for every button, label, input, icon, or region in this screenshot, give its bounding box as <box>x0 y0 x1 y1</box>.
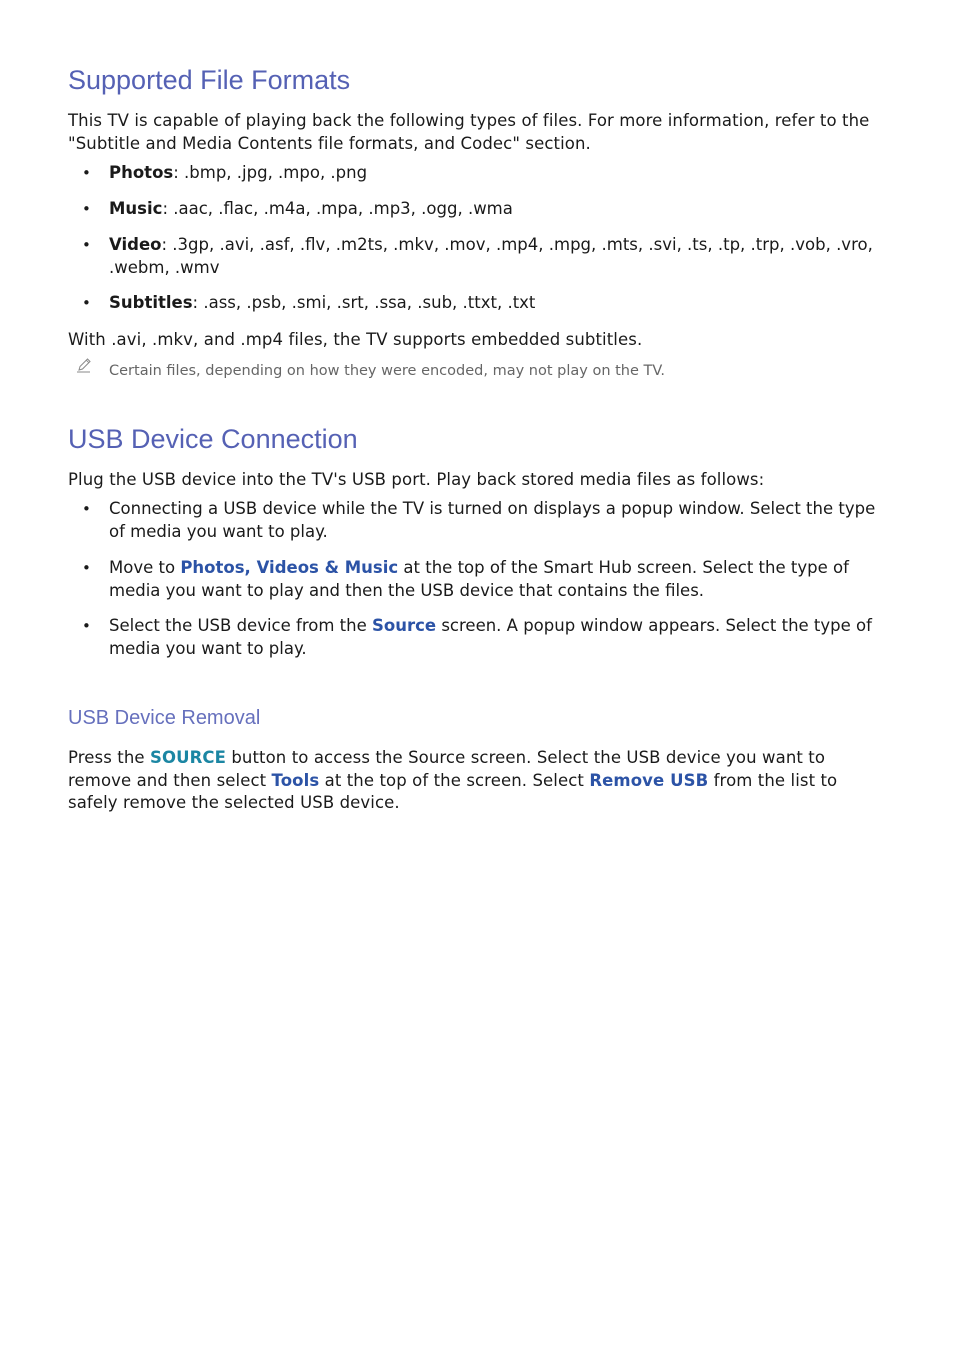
formats-video-value: : .3gp, .avi, .asf, .flv, .m2ts, .mkv, .mov, .mp4, .mpg, .mts, .svi, .ts, .tp, .trp, .vob, .vro, .webm, .wmv <box>109 235 873 277</box>
tools-menu-link[interactable]: Tools <box>271 770 320 790</box>
source-button-link[interactable]: SOURCE <box>150 748 226 767</box>
bullet: • <box>82 200 91 218</box>
removal-text-2: button to access the Source screen. Select the USB device you want to remove and then select <box>68 748 826 790</box>
bullet: • <box>82 294 91 312</box>
formats-photos-value: : .bmp, .jpg, .mpo, .png <box>173 163 368 182</box>
formats-music-value: : .aac, .flac, .m4a, .mpa, .mp3, .ogg, .wma <box>162 199 513 218</box>
list-item-usb-smart-hub <box>68 557 878 602</box>
source-menu-link[interactable]: Source <box>372 616 437 635</box>
formats-intro-paragraph: This TV is capable of playing back the following types of files. For more information, refer to the "Subtitle and Media Contents file formats, and Codec" section. <box>68 111 870 153</box>
heading-usb-device-connection: USB Device Connection <box>68 424 358 454</box>
remove-usb-menu-link[interactable]: Remove USB <box>589 770 709 790</box>
heading-usb-device-removal: USB Device Removal <box>68 707 261 729</box>
usb-step-2-post: at the top of the Smart Hub screen. Select the type of media you want to play and then the USB device that contains the files. <box>109 558 849 600</box>
bullet: • <box>82 617 91 635</box>
usb-step-1-text: Connecting a USB device while the TV is turned on displays a popup window. Select the type of media you want to play. <box>109 499 876 541</box>
note-text: Certain files, depending on how they were encoded, may not play on the TV. <box>109 363 666 379</box>
formats-subtitles-value: : .ass, .psb, .smi, .srt, .ssa, .sub, .ttxt, .txt <box>192 293 536 312</box>
removal-text-1: Press the <box>68 748 150 767</box>
label-subtitles: Subtitles <box>109 293 193 312</box>
heading-supported-file-formats: Supported File Formats <box>68 65 351 95</box>
note <box>68 361 878 381</box>
removal-text-3: at the top of the screen. Select <box>319 770 590 790</box>
bullet: • <box>82 164 91 182</box>
list-item-video <box>68 234 878 279</box>
removal-paragraph <box>68 747 878 815</box>
separator: , <box>244 558 257 577</box>
list-item-music <box>68 198 878 221</box>
bullet: • <box>82 559 91 577</box>
photos-menu-link[interactable]: Photos <box>180 558 245 577</box>
usb-step-2-pre: Move to <box>109 558 181 577</box>
removal-text-4: from the list to safely remove the selected USB device. <box>68 770 838 812</box>
list-item-usb-source <box>68 615 878 660</box>
label-video: Video <box>109 235 162 254</box>
bullet: • <box>82 236 91 254</box>
usb-intro-paragraph: Plug the USB device into the TV's USB port. Play back stored media files as follows: <box>68 470 765 489</box>
usb-step-3-pre: Select the USB device from the <box>109 616 372 635</box>
list-item-photos <box>68 162 878 185</box>
list-item-subtitles <box>68 292 878 315</box>
list-item-usb-popup <box>68 498 878 543</box>
videos-music-menu-link[interactable]: Videos & Music <box>256 558 399 577</box>
bullet: • <box>82 500 91 518</box>
formats-outro-paragraph: With .avi, .mkv, and .mp4 files, the TV supports embedded subtitles. <box>68 330 643 349</box>
pencil-note-icon <box>76 357 92 373</box>
usb-step-3-post: screen. A popup window appears. Select the type of media you want to play. <box>109 616 872 658</box>
label-photos: Photos <box>109 163 174 182</box>
label-music: Music <box>109 199 163 218</box>
